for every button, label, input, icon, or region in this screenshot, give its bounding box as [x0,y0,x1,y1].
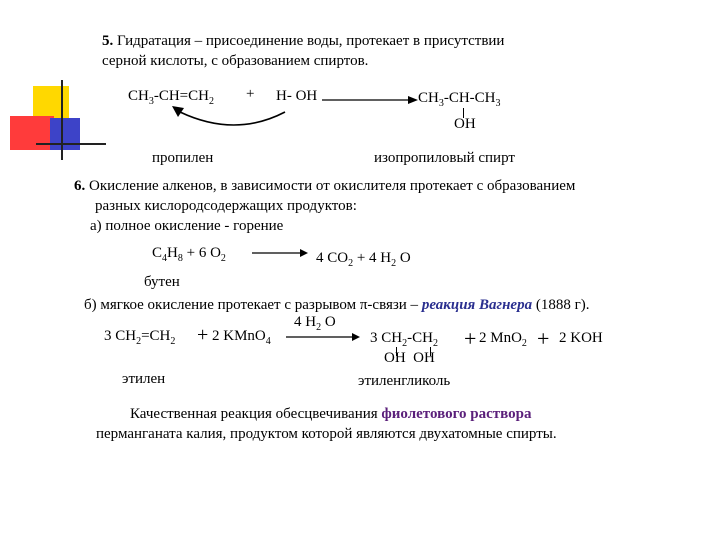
hydration-reactant2: H- OH [276,88,318,104]
deco-horizontal-line [36,143,106,145]
violet-solution-text: фиолетового раствора [381,406,532,422]
hydration-curved-arrow [180,112,285,125]
wagner-plus1: + [197,324,209,346]
section6-item-a: а) полное окисление - горение [90,218,284,234]
hydration-arrows [150,90,420,130]
hydration-arrowhead [408,96,418,104]
deco-blue-square [50,118,80,150]
section6-number: 6. [74,178,86,194]
ethylene-label: этилен [122,371,166,387]
item-b-end: (1888 г). [535,297,590,313]
glycol-oh-groups: OH OH [384,350,435,366]
wagner-reaction-name: реакция Вагнера [421,297,533,313]
item-b-start: б) мягкое окисление протекает с разрывом π-связи – [84,297,419,313]
butene-label: бутен [144,274,180,290]
section6-line2: разных кислородсодержащих продуктов: [95,198,357,214]
propylene-label: пропилен [152,150,214,166]
wagner-reactant2: 2 KMnO$_4$ [212,328,271,347]
section5-number: 5. [102,33,114,49]
wagner-arrow [284,331,362,343]
hydration-product-oh: OH [454,116,476,132]
hydration-reactant1: $CH_3-CH=CH_2$ [128,88,214,107]
wagner-plus2: + [464,326,477,351]
wagner-over-arrow: 4 $H_2$ O [294,314,336,333]
hydration-product: $CH_3-CH-CH_3$ [418,90,501,109]
section5-text1: Гидратация – присоединение воды, протекает в присутствии [117,33,505,49]
wagner-product2: 2 MnO$_2$ [479,330,527,349]
section6-line1 [74,177,575,195]
hydration-curved-arrowhead [172,106,184,117]
ethylene-glycol-label: этиленгликоль [358,373,451,389]
qualitative-line1 [130,405,532,423]
wagner-product1: 3 $CH_2-CH_2$ [370,330,438,349]
wagner-reactant1: 3 $CH_2=CH_2$ [104,328,176,347]
qualitative-text1: Качественная реакция обесцвечивания [130,406,378,422]
isopropanol-label: изопропиловый спирт [374,150,515,166]
section5-line2: серной кислоты, с образованием спиртов. [102,53,369,69]
combustion-products: 4 $CO_2 + 4$ $H_2$ O [316,250,411,269]
section6-text1: Окисление алкенов, в зависимости от окислителя протекает с образованием [89,178,576,194]
wagner-product3: 2 KOH [559,330,603,346]
wagner-plus3: + [537,326,550,351]
combustion-arrow [250,247,310,259]
combustion-reactants: $C_4H_8 + 6$ $O_2$ [152,245,226,264]
deco-vertical-line [61,80,63,160]
hydration-plus: + [246,86,255,102]
qualitative-line2: перманганата калия, продуктом которой являются двухатомные спирты. [96,426,557,442]
section5-line1 [102,32,504,50]
section6-item-b [84,296,589,314]
